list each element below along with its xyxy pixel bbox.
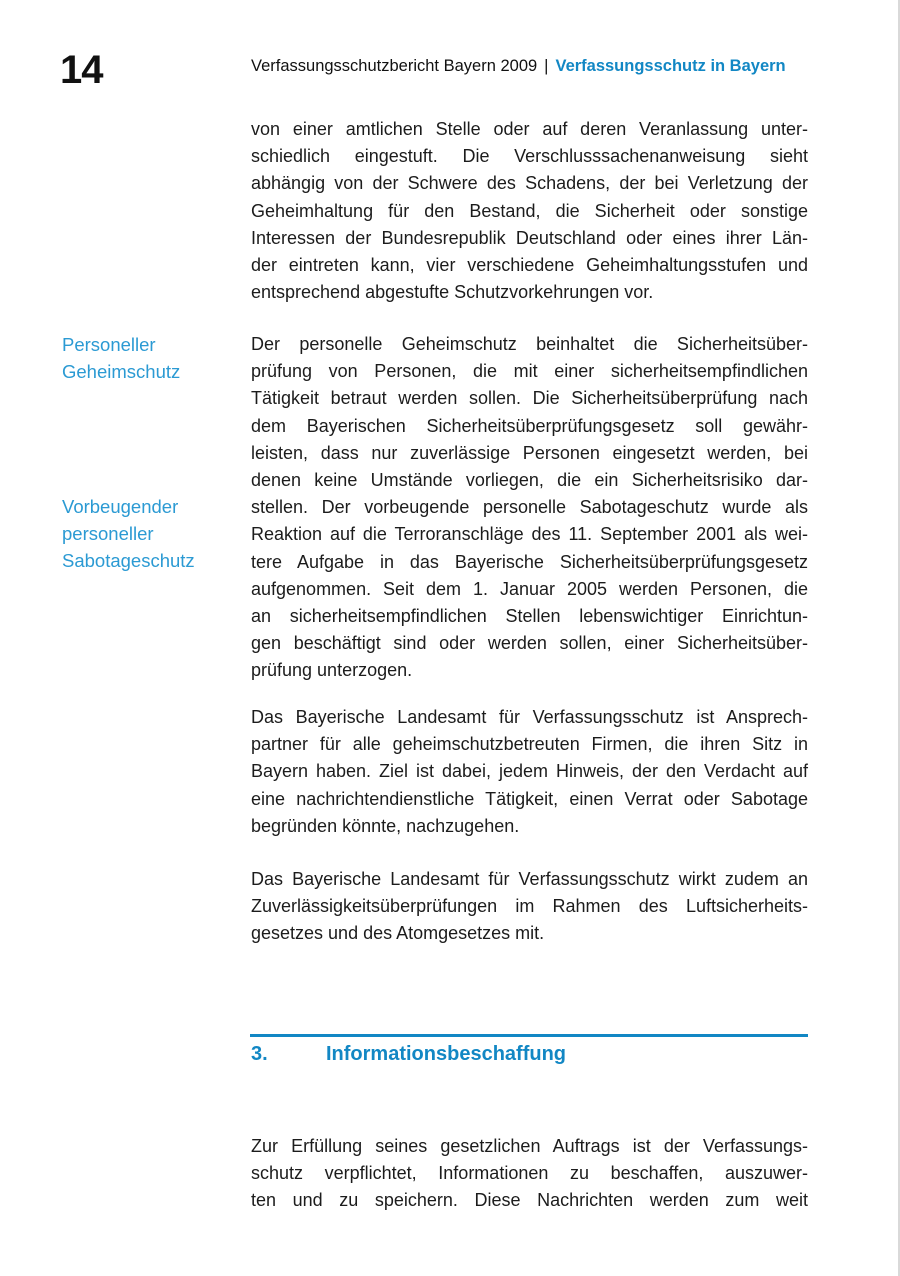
- paragraph-ansprechpartner: [251, 704, 808, 840]
- text-line: Vorbeugender: [62, 496, 179, 517]
- paragraph-luftsicherheit: [251, 866, 808, 948]
- text-line: Das Bayerische Landesamt für Verfassungsschutz ist Ansprech-: [251, 707, 808, 727]
- section-divider-rule: [250, 1034, 808, 1037]
- text-line: dem Bayerischen Sicherheitsüberprüfungsgesetz soll gewähr-: [251, 415, 808, 436]
- margin-note-personeller-geheimschutz: [62, 331, 242, 385]
- text-line: aufgenommen. Seit dem 1. Januar 2005 werden Personen, die: [251, 578, 808, 599]
- header-section-title: Verfassungsschutz in Bayern: [555, 57, 786, 75]
- text-line: gen beschäftigt sind oder werden sollen, einer Sicherheitsüber-: [251, 633, 808, 654]
- margin-note-vorbeugender-sabotageschutz: [62, 493, 242, 575]
- text-line: personeller: [62, 523, 154, 545]
- text-line: Geheimhaltung für den Bestand, die Sicherheit oder sonstige: [251, 200, 808, 221]
- text-line: schiedlich eingestuft. Die Verschlusssachenanweisung sieht: [251, 146, 808, 167]
- text-line: eine nachrichtendienstliche Tätigkeit, einen Verrat oder Sabotage: [251, 788, 808, 809]
- text-line: leisten, dass nur zuverlässige Personen eingesetzt werden, bei: [251, 442, 808, 463]
- paragraph-informationsbeschaffung-intro: [251, 1133, 808, 1215]
- text-line: Interessen der Bundesrepublik Deutschland oder eines ihrer Län-: [251, 227, 808, 248]
- text-line: von einer amtlichen Stelle oder auf deren Veranlassung unter-: [251, 119, 808, 139]
- text-line: denen keine Umstände vorliegen, die ein Sicherheitsrisiko dar-: [251, 470, 808, 491]
- text-line: abhängig von der Schwere des Schadens, der bei Verletzung der: [251, 173, 808, 194]
- section-title: Informationsbeschaffung: [326, 1043, 567, 1065]
- text-line: ten und zu speichern. Diese Nachrichten werden zum weit: [251, 1190, 808, 1211]
- section-number: 3.: [251, 1043, 268, 1065]
- text-line: entsprechend abgestufte Schutzvorkehrungen vor.: [251, 282, 654, 303]
- text-line: stellen. Der vorbeugende personelle Sabotageschutz wurde als: [251, 497, 808, 518]
- section-heading: [251, 1043, 808, 1066]
- text-line: Reaktion auf die Terroranschläge des 11. September 2001 als wei-: [251, 524, 808, 545]
- text-line: Sabotageschutz: [62, 550, 195, 572]
- text-line: begründen könnte, nachzugehen.: [251, 815, 520, 836]
- text-line: gesetzes und des Atomgesetzes mit.: [251, 923, 545, 944]
- text-line: Bayern haben. Ziel ist dabei, jedem Hinweis, der den Verdacht auf: [251, 761, 808, 782]
- header-separator: |: [544, 57, 549, 75]
- text-line: prüfung von Personen, die mit einer sicherheitsempfindlichen: [251, 361, 808, 382]
- text-line: partner für alle geheimschutzbetreuten Firmen, die ihren Sitz in: [251, 734, 808, 755]
- paragraph-secrecy-levels: [251, 116, 808, 306]
- text-line: Geheimschutz: [62, 361, 181, 383]
- text-line: Das Bayerische Landesamt für Verfassungsschutz wirkt zudem an: [251, 869, 808, 889]
- text-line: Personeller: [62, 334, 156, 355]
- running-header: [251, 57, 786, 76]
- text-line: Zuverlässigkeitsüberprüfungen im Rahmen des Luftsicherheits-: [251, 896, 808, 917]
- page-number: 14: [60, 48, 103, 92]
- text-line: Der personelle Geheimschutz beinhaltet die Sicherheitsüber-: [251, 334, 808, 354]
- header-report-title: Verfassungsschutzbericht Bayern 2009: [251, 57, 538, 75]
- text-line: der eintreten kann, vier verschiedene Geheimhaltungsstufen und: [251, 255, 808, 276]
- paragraph-personeller-geheimschutz: [251, 331, 808, 685]
- text-line: an sicherheitsempfindlichen Stellen lebenswichtiger Einrichtun-: [251, 606, 808, 627]
- text-line: Tätigkeit betraut werden sollen. Die Sicherheitsüberprüfung nach: [251, 388, 808, 409]
- text-line: prüfung unterzogen.: [251, 660, 413, 681]
- text-line: Zur Erfüllung seines gesetzlichen Auftrags ist der Verfassungs-: [251, 1136, 808, 1156]
- text-line: tere Aufgabe in das Bayerische Sicherheitsüberprüfungsgesetz: [251, 551, 808, 572]
- text-line: schutz verpflichtet, Informationen zu beschaffen, auszuwer-: [251, 1163, 808, 1184]
